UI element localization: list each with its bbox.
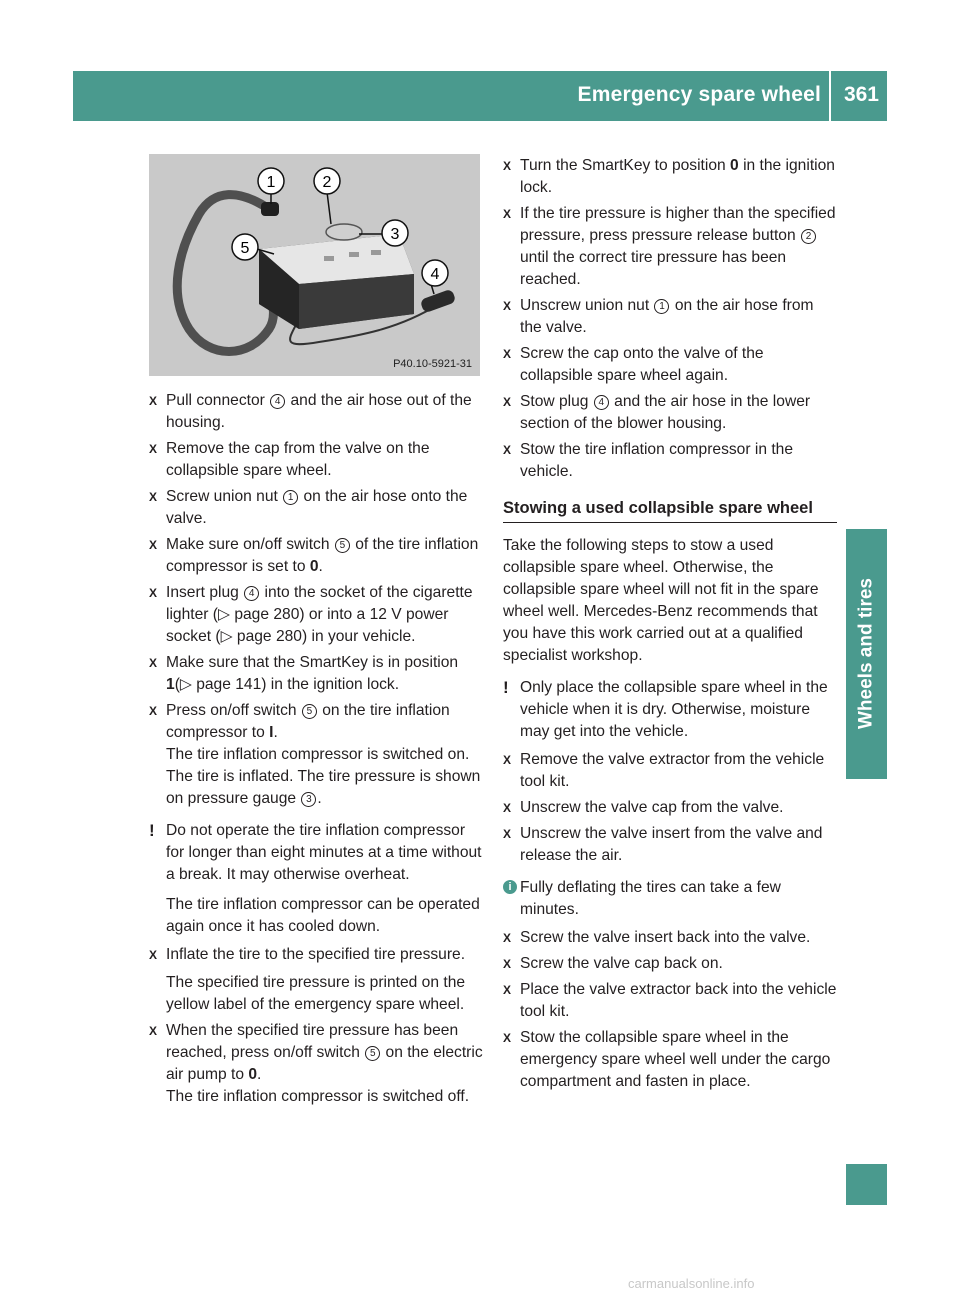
step-unscrew-valve-cap: X Unscrew the valve cap from the valve. [503,797,837,819]
step-arrow-icon: X [503,957,512,971]
step-arrow-icon: X [149,394,158,408]
step-switch-off: X When the specified tire pressure has been reached, press on/off switch 5 on the electric air pump to 0. The tire inflation compressor is switched off. [149,1022,483,1105]
callout-3 [382,220,408,246]
step-insert-plug: X Insert plug 4 into the socket of the cigarette lighter (▷ page 280) or into a 12 V power socket (▷ page 280) in your vehicle. [149,584,473,645]
callout-4 [422,260,448,286]
watermark: carmanualsonline.info [628,1276,755,1291]
step-stow-compressor: X Stow the tire inflation compressor in the vehicle. [503,441,794,480]
step-stow-spare-wheel: X Stow the collapsible spare wheel in the emergency spare wheel well under the cargo compartment and fasten in place. [503,1029,831,1090]
step-screw-valve-insert: X Screw the valve insert back into the valve. [503,927,837,949]
step-arrow-icon: X [149,538,158,552]
step-release-pressure: X If the tire pressure is higher than the specified pressure, press pressure release button 2 until the correct tire pressure has been reached. [503,205,836,288]
svg-text:5: 5 [240,240,250,257]
header-band [73,71,887,121]
step-unscrew-union-nut: X Unscrew union nut 1 on the air hose from the valve. [503,297,814,336]
step-arrow-icon: X [149,656,158,670]
callout-ref: 5 [335,538,350,553]
step-arrow-icon: X [503,207,512,221]
step-arrow-icon: X [149,442,158,456]
compressor-drawing [149,154,480,376]
step-screw-union-nut: X Screw union nut 1 on the air hose onto the valve. [149,488,468,527]
right-column [503,155,837,1097]
callout-2 [314,168,340,194]
header-separator [829,71,831,121]
step-arrow-icon: X [503,753,512,767]
step-inflate-tire: X Inflate the tire to the specified tire pressure. The specified tire pressure is printed on the yellow label of the emergency spare wheel. [149,946,466,1013]
section-intro: Take the following steps to stow a used collapsible spare wheel. Otherwise, the collapsible spare wheel will not fit in the spare wheel well. Mercedes-Benz recommends that you have this work carried out at a qualified specialist workshop. [503,537,819,664]
step-replace-extractor: X Place the valve extractor back into the vehicle tool kit. [503,981,837,1020]
step-screw-cap: X Screw the cap onto the valve of the collapsible spare wheel again. [503,345,764,384]
step-smartkey-position: X Make sure that the SmartKey is in position 1(▷ page 141) in the ignition lock. [149,654,459,693]
step-stow-plug: X Stow plug 4 and the air hose in the lower section of the blower housing. [503,393,811,432]
callout-ref: 3 [301,792,316,807]
step-screw-valve-cap: X Screw the valve cap back on. [503,953,837,975]
warning-note-overheat: ! Do not operate the tire inflation compressor for longer than eight minutes at a time without a break. It may otherwise overheat. The tire inflation compressor can be operated again once it has cooled down. [149,821,482,935]
step-arrow-icon: X [503,801,512,815]
step-turn-smartkey: X Turn the SmartKey to position 0 in the ignition lock. [503,157,835,196]
step-arrow-icon: X [503,159,512,173]
left-column [149,390,483,1112]
section-heading: Stowing a used collapsible spare wheel [503,497,837,523]
callout-ref: 4 [594,395,609,410]
step-remove-extractor: X Remove the valve extractor from the vehicle tool kit. [503,751,825,790]
step-remove-cap: X Remove the cap from the valve on the collapsible spare wheel. [149,440,430,479]
warning-icon: ! [149,821,155,840]
chapter-tab-label: Wheels and tires [855,578,877,730]
step-arrow-icon: X [149,586,158,600]
step-arrow-icon: X [149,1024,158,1038]
warning-icon: ! [503,678,509,697]
warning-note-dry: ! Only place the collapsible spare wheel in the vehicle when it is dry. Otherwise, moisture may get into the vehicle. [503,678,828,740]
callout-ref: 5 [302,704,317,719]
step-press-switch: X Press on/off switch 5 on the tire inflation compressor to I. The tire inflation compressor is switched on. The tire is inflated. The tire pressure is shown on pressure gauge 3 . [149,702,481,807]
step-arrow-icon: X [503,983,512,997]
step-arrow-icon: X [503,299,512,313]
step-unscrew-valve-insert: X Unscrew the valve insert from the valve and release the air. [503,825,823,864]
page-number: 361 [843,83,879,106]
info-note-deflating: i Fully deflating the tires can take a few minutes. [503,877,837,921]
callout-ref: 1 [654,299,669,314]
svg-text:4: 4 [430,266,440,283]
callout-ref: 1 [283,490,298,505]
info-icon: i [503,880,517,894]
page-title: Emergency spare wheel [577,83,821,106]
callout-ref: 5 [365,1046,380,1061]
step-arrow-icon: X [503,443,512,457]
step-arrow-icon: X [503,347,512,361]
svg-text:2: 2 [322,174,332,191]
step-arrow-icon: X [149,948,158,962]
svg-text:1: 1 [266,174,276,191]
step-arrow-icon: X [149,490,158,504]
step-arrow-icon: X [503,827,512,841]
callout-ref: 4 [244,586,259,601]
callout-ref: 4 [270,394,285,409]
step-check-switch: X Make sure on/off switch 5 of the tire inflation compressor is set to 0. [149,536,479,575]
step-arrow-icon: X [149,704,158,718]
svg-text:3: 3 [390,226,400,243]
step-pull-connector: X Pull connector 4 and the air hose out of the housing. [149,392,472,431]
callout-1 [258,168,284,194]
step-arrow-icon: X [503,1031,512,1045]
callout-ref: 2 [801,229,816,244]
step-arrow-icon: X [503,395,512,409]
compressor-illustration [149,154,480,376]
callout-5 [232,234,258,260]
chapter-marker-box [846,1164,887,1205]
step-arrow-icon: X [503,931,512,945]
figure-code: P40.10-5921-31 [393,358,472,370]
